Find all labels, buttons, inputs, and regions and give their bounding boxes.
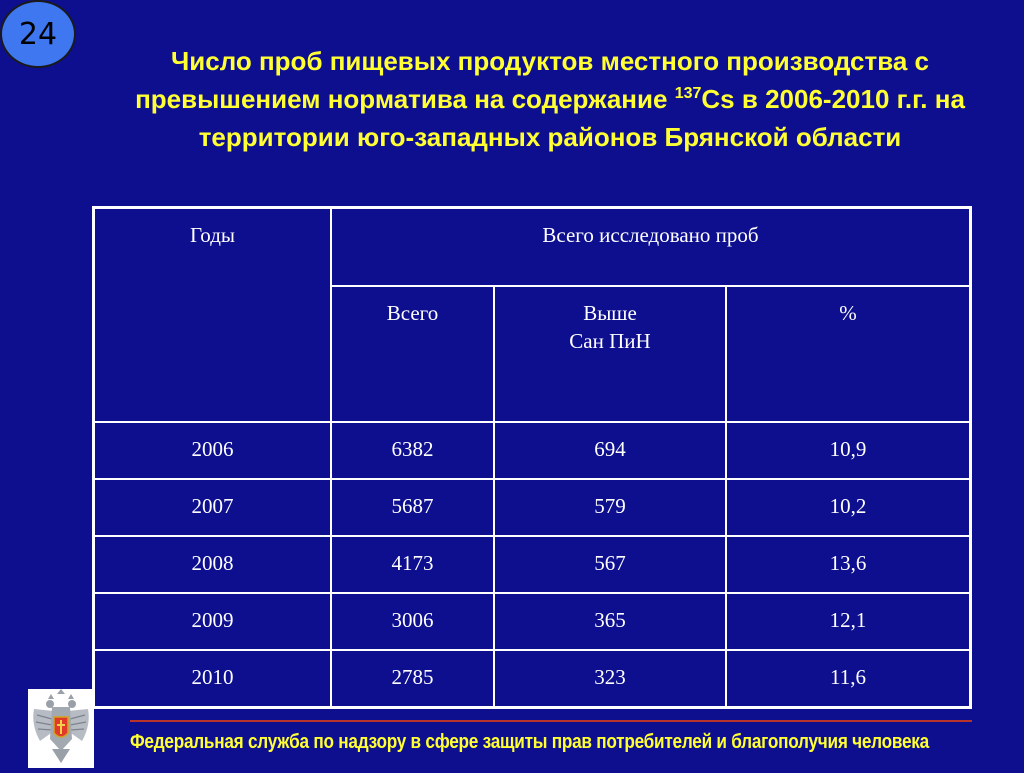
footer-agency-name: Федеральная служба по надзору в сфере защиты прав потребителей и благополучия человека: [130, 731, 929, 753]
cell-above: 323: [494, 650, 726, 707]
cell-total: 6382: [331, 422, 494, 479]
header-percent: %: [726, 286, 970, 422]
header-above-sanpin: Выше Сан ПиН: [494, 286, 726, 422]
header-total: Всего: [331, 286, 494, 422]
agency-logo: [28, 689, 94, 768]
slide-number-badge: [0, 0, 76, 68]
cell-percent: 10,2: [726, 479, 970, 536]
slide-title: [110, 42, 990, 156]
cell-year: 2009: [94, 593, 331, 650]
table-row: [94, 479, 970, 536]
table-row: [94, 422, 970, 479]
cell-above: 567: [494, 536, 726, 593]
cell-year: 2008: [94, 536, 331, 593]
cell-above: 365: [494, 593, 726, 650]
table-row: [94, 593, 970, 650]
cell-percent: 10,9: [726, 422, 970, 479]
table-header-row: [94, 208, 970, 286]
table-row: [94, 536, 970, 593]
cell-year: 2006: [94, 422, 331, 479]
header-total-group: Всего исследовано проб: [331, 208, 970, 286]
cell-year: 2007: [94, 479, 331, 536]
cell-above: 579: [494, 479, 726, 536]
header-years: Годы: [94, 208, 331, 422]
cell-total: 4173: [331, 536, 494, 593]
cell-year: 2010: [94, 650, 331, 707]
samples-table: [92, 206, 972, 709]
title-part1: Число проб пищевых продуктов местного производства с превышением норматива на содержание: [135, 46, 929, 114]
double-headed-eagle-emblem-icon: [28, 689, 94, 768]
cell-percent: 12,1: [726, 593, 970, 650]
slide-number: 24: [18, 16, 58, 52]
isotope-mass: 137: [674, 85, 702, 102]
isotope-element: Cs: [701, 84, 735, 114]
cell-percent: 11,6: [726, 650, 970, 707]
cell-total: 2785: [331, 650, 494, 707]
cell-total: 5687: [331, 479, 494, 536]
footer-divider: [130, 720, 972, 722]
title-part2: в 2006-2010 г.г. на территории юго-западных районов Брянской области: [198, 84, 965, 152]
cell-total: 3006: [331, 593, 494, 650]
cell-percent: 13,6: [726, 536, 970, 593]
table-row: [94, 650, 970, 707]
cell-above: 694: [494, 422, 726, 479]
